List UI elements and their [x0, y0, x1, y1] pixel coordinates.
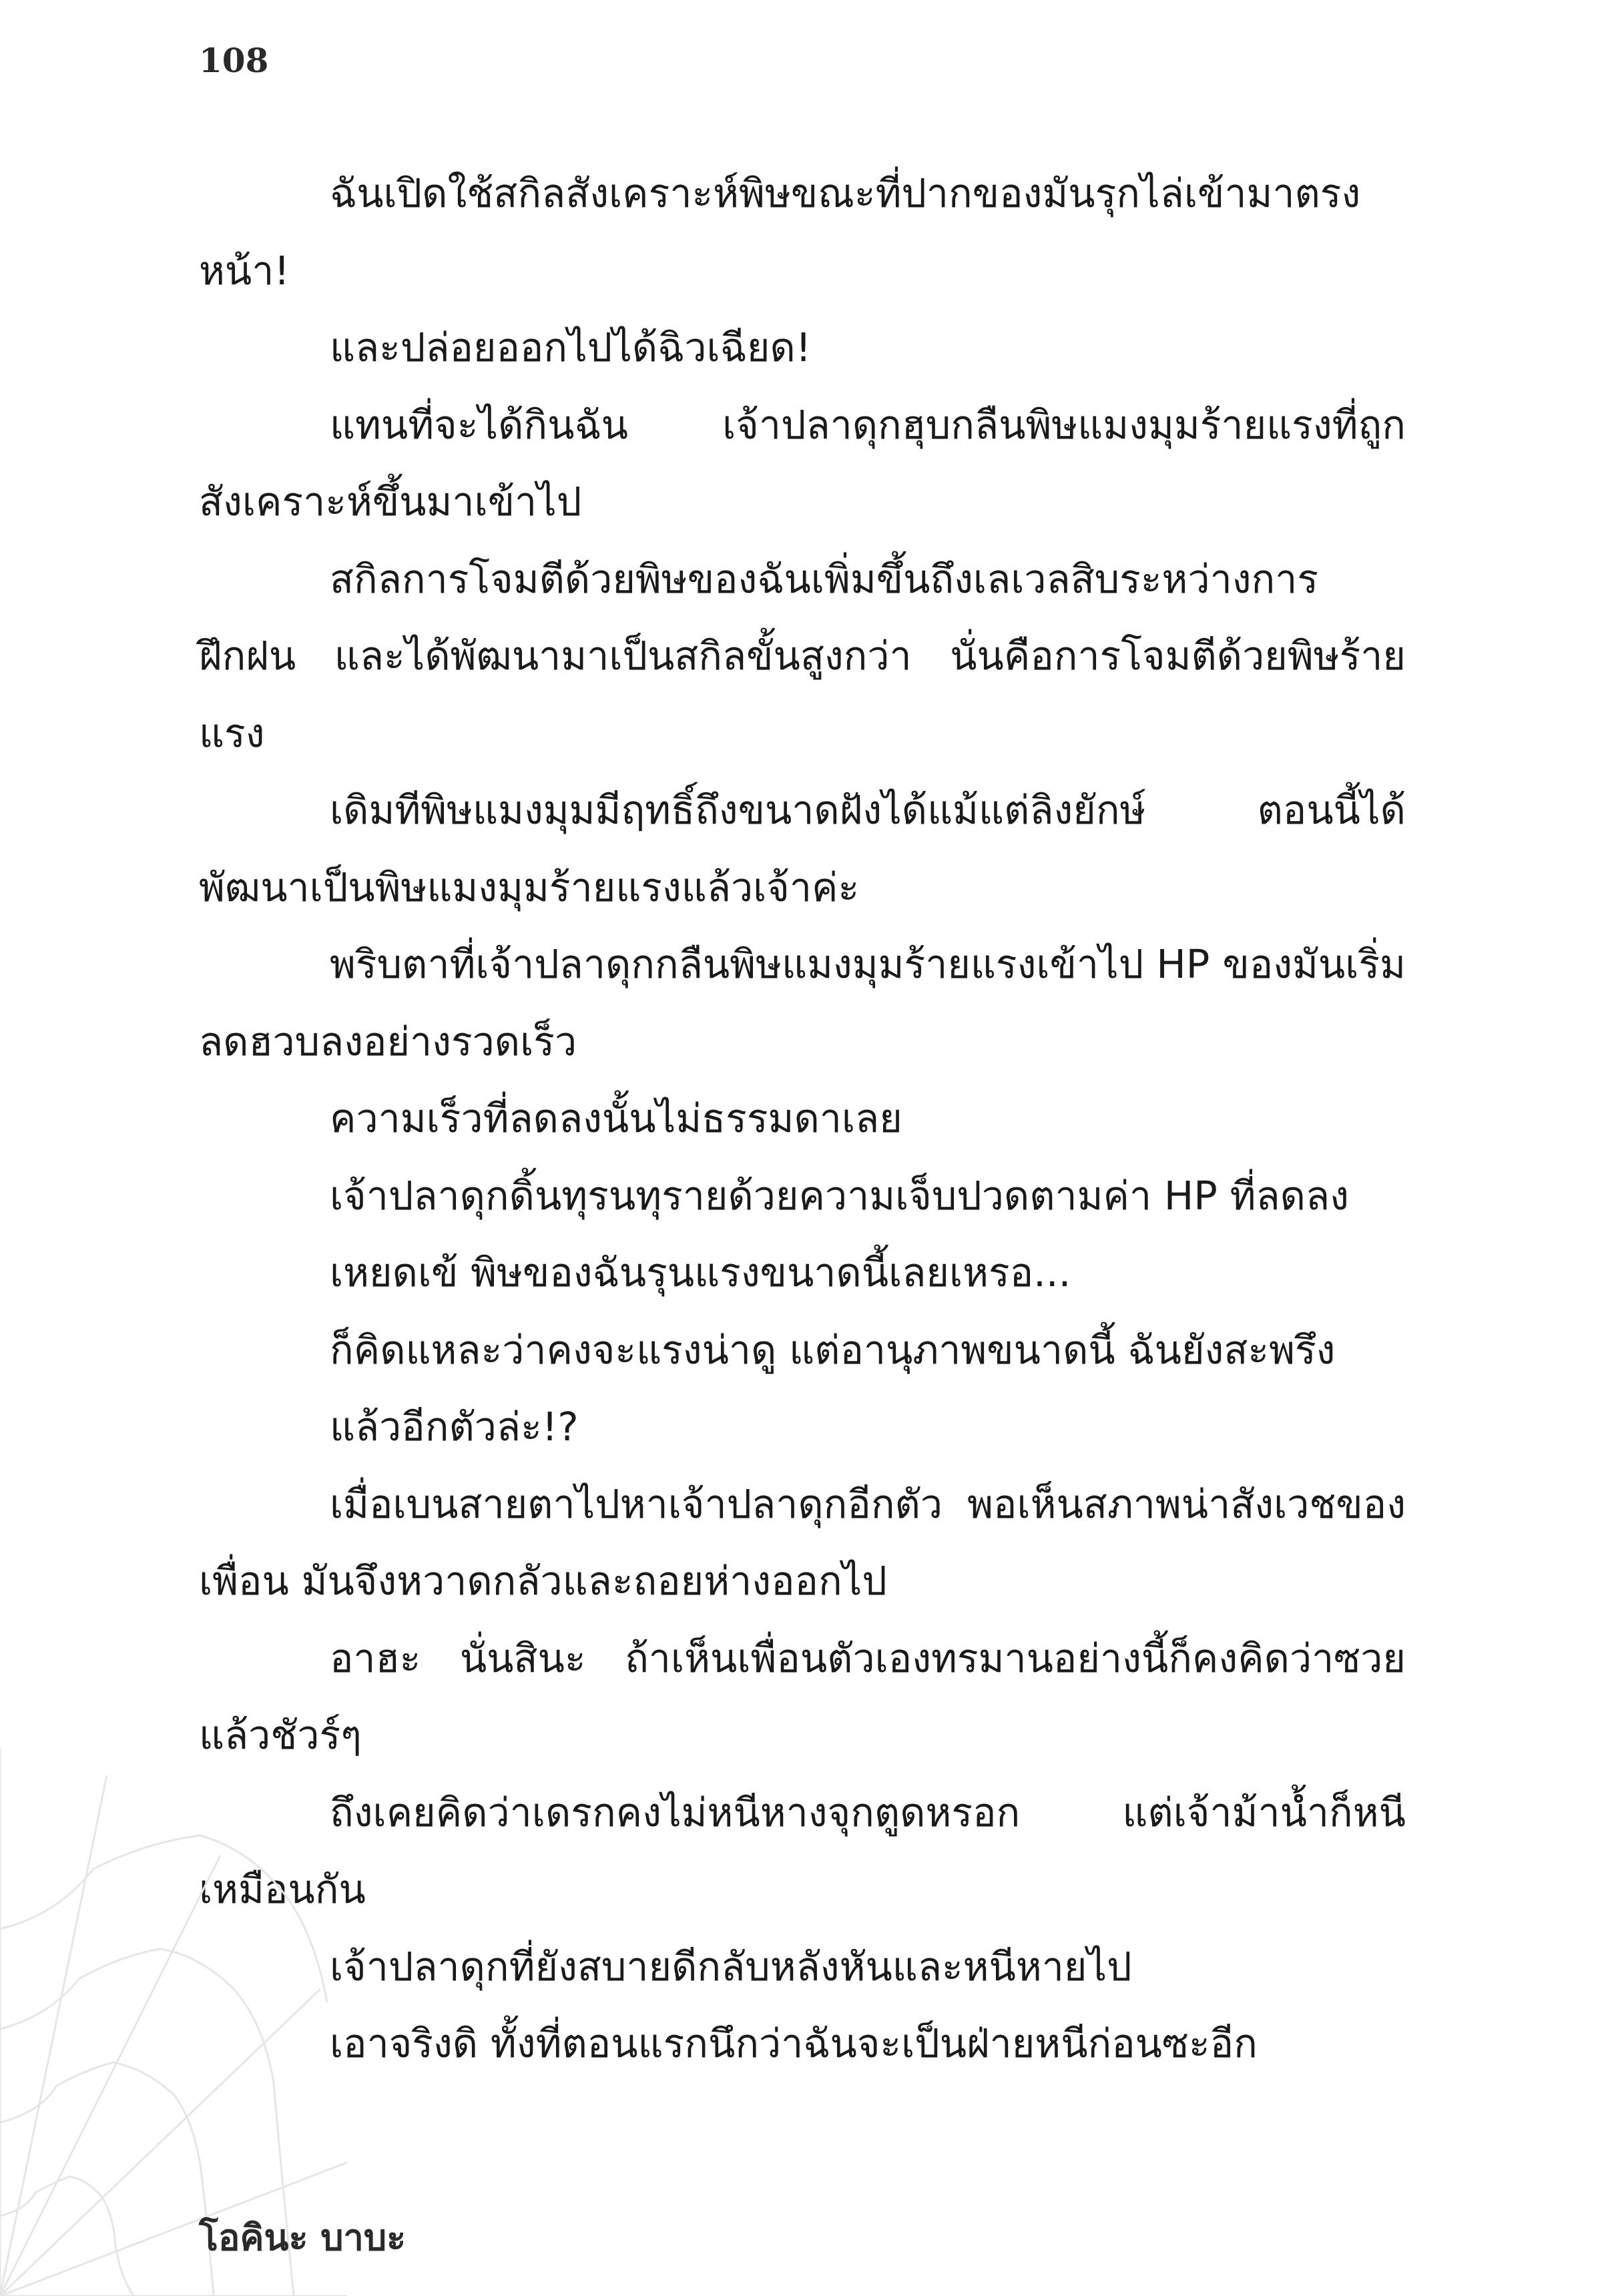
paragraph: เหยดเข้ พิษของฉันรุนแรงขนาดนี้เลยเหรอ...: [330, 1249, 1071, 1296]
spider-web-icon: [0, 1749, 347, 2296]
paragraph: เจ้าปลาดุกดิ้นทุรนทุรายด้วยความเจ็บปวดตามค่า HP ที่ลดลง: [330, 1172, 1349, 1219]
footer-author: โอคินะ บาบะ: [199, 2217, 407, 2259]
paragraph: เจ้าปลาดุกที่ยังสบายดีกลับหลังหันและหนีหายไป: [330, 1943, 1132, 1990]
page-number: 108: [199, 41, 269, 80]
paragraph: พริบตาที่เจ้าปลาดุกกลืนพิษแมงมุมร้ายแรงเข้าไป HP ของมันเริ่มลดฮวบลงอย่างรวดเร็ว: [199, 941, 1406, 1065]
paragraph: ความเร็วที่ลดลงนั้นไม่ธรรมดาเลย: [330, 1095, 902, 1141]
paragraph: แล้วอีกตัวล่ะ!?: [330, 1404, 579, 1450]
paragraph: เมื่อเบนสายตาไปหาเจ้าปลาดุกอีกตัว พอเห็นสภาพน่าสังเวชของเพื่อน มันจึงหวาดกลัวและถอยห่างออกไป: [199, 1480, 1406, 1604]
paragraph: สกิลการโจมตีด้วยพิษของฉันเพิ่มขึ้นถึงเลเวลสิบระหว่างการฝึกฝน และได้พัฒนามาเป็นสกิลขั้นสูงกว่า นั่นคือการโจมตีด้วยพิษร้ายแรง: [199, 555, 1406, 756]
paragraph: เดิมทีพิษแมงมุมมีฤทธิ์ถึงขนาดฝังได้แม้แต่ลิงยักษ์ ตอนนี้ได้พัฒนาเป็นพิษแมงมุมร้ายแรงแล้วเจ้าค่ะ: [199, 787, 1406, 910]
paragraph: เอาจริงดิ ทั้งที่ตอนแรกนึกว่าฉันจะเป็นฝ่ายหนีก่อนซะอีก: [330, 2020, 1258, 2066]
paragraph: อาฮะ นั่นสินะ ถ้าเห็นเพื่อนตัวเองทรมานอย่างนี้ก็คงคิดว่าซวยแล้วชัวร์ๆ: [199, 1635, 1406, 1758]
body-text: [199, 155, 1406, 2082]
paragraph: ฉันเปิดใช้สกิลสังเคราะห์พิษขณะที่ปากของมันรุกไล่เข้ามาตรงหน้า!: [199, 170, 1361, 294]
paragraph: และปล่อยออกไปได้ฉิวเฉียด!: [330, 324, 812, 370]
paragraph: แทนที่จะได้กินฉัน เจ้าปลาดุกฮุบกลืนพิษแมงมุมร้ายแรงที่ถูกสังเคราะห์ขึ้นมาเข้าไป: [199, 401, 1406, 525]
paragraph: ถึงเคยคิดว่าเดรกคงไม่หนีหางจุกตูดหรอก แต่เจ้าม้าน้ำก็หนีเหมือนกัน: [199, 1789, 1406, 1912]
paragraph: ก็คิดแหละว่าคงจะแรงน่าดู แต่อานุภาพขนาดนี้ ฉันยังสะพรึง: [330, 1326, 1336, 1373]
